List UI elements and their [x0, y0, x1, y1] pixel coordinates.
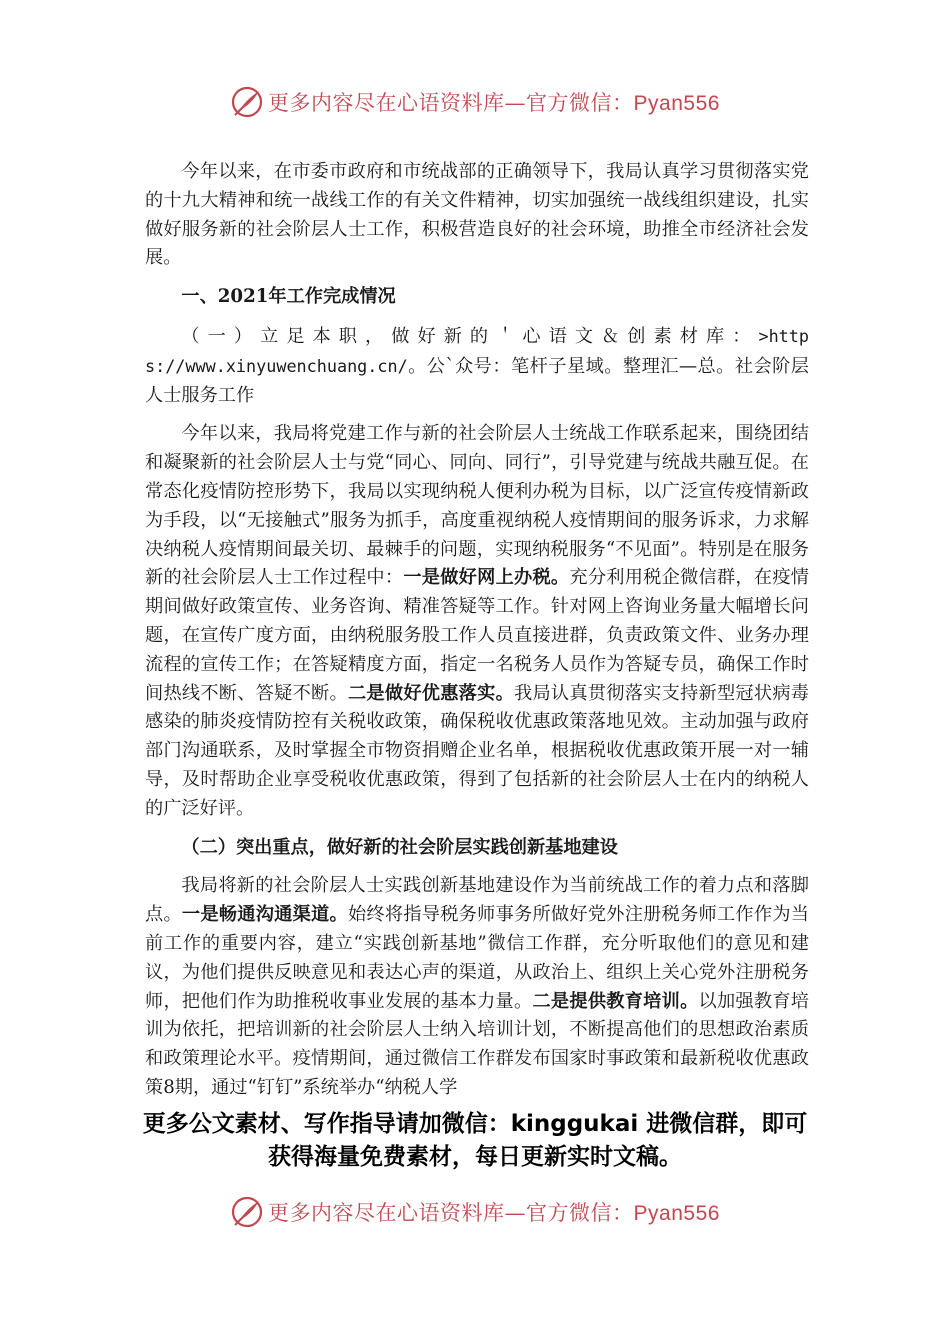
feather-quill-logo-icon: [230, 85, 264, 119]
header-wechat-id: Pyan556: [633, 92, 720, 115]
highlight-online-tax: 一是做好网上办税。: [403, 567, 570, 589]
subsection1-heading: [145, 322, 809, 410]
highlight-preferential: 二是做好优惠落实。: [347, 682, 515, 704]
promo-line-1: 更多公文素材、写作指导请加微信：kinggukai 进微信群，即可: [142, 1111, 808, 1137]
document-body: [145, 158, 809, 1113]
promo-line-2: 获得海量免费素材，每日更新实时文稿。: [268, 1144, 682, 1170]
header-banner: [0, 82, 950, 122]
wechat-promo: [0, 1108, 950, 1174]
subsection1-url: >https://www.xinyuwenchuang.cn/: [145, 325, 809, 376]
subsection2-title: （二）突出重点，做好新的社会阶层实践创新基地建设: [181, 836, 618, 858]
intro-paragraph: 今年以来，在市委市政府和市统战部的正确领导下，我局认真学习贯彻落实党的十九大精神和统一战线工作的有关文件精神，切实加强统一战线组织建设，扎实做好服务新的社会阶层人士工作，积极营造良好的社会环境，助推全市经济社会发展。: [145, 161, 809, 269]
paragraph-online-tax: 今年以来，我局将党建工作与新的社会阶层人士统战工作联系起来，围绕团结和凝聚新的社会阶层人士与党“同心、同向、同行”，引导党建与统战共融互促。在常态化疫情防控形势下，我局以实现纳税人便利办税为目标，以广泛宣传疫情新政为手段，以“无接触式”服务为抓手，高度重视纳税人疫情期间的服务诉求，力求解决纳税人疫情期间最关切、最棘手的问题，实现纳税服务“不见面”。特别是在服务新的社会阶层人士工作过程中：一是做好网上办税。充分利用税企微信群，在疫情期间做好政策宣传、业务咨询、精准答疑等工作。针对网上咨询业务量大幅增长问题，在宣传广度方面，由纳税服务股工作人员直接进群，负责政策文件、业务办理流程的宣传工作；在答疑精度方面，指定一名税务人员作为答疑专员，确保工作时间热线不断、答疑不断。二是做好优惠落实。我局认真贯彻落实支持新型冠状病毒感染的肺炎疫情防控有关税收政策，确保税收优惠政策落地见效。主动加强与政府部门沟通联系，及时掌握全市物资捐赠企业名单，根据税收优惠政策开展一对一辅导，及时帮助企业享受税收优惠政策，得到了包括新的社会阶层人士在内的纳税人的广泛好评。: [145, 423, 809, 819]
paragraph-innovation-base: 我局将新的社会阶层人士实践创新基地建设作为当前统战工作的着力点和落脚点。一是畅通沟通渠道。始终将指导税务师事务所做好党外注册税务师工作作为当前工作的重要内容，建立“实践创新基地”微信工作群，充分听取他们的意见和建议，为他们提供反映意见和表达心声的渠道，从政治上、组织上关心党外注册税务师，把他们作为助推税收事业发展的基本力量。二是提供教育培训。以加强教育培训为依托，把培训新的社会阶层人士纳入培训计划，不断提高他们的思想政治素质和政策理论水平。疫情期间，通过微信工作群发布国家时事政策和最新税收优惠政策8期，通过“钉钉”系统举办“纳税人学: [145, 875, 809, 1098]
subsection1-lead: （一）立足本职，做好新的＇心语文＆创素材库：: [181, 325, 759, 347]
highlight-training: 二是提供教育培训。: [532, 990, 699, 1012]
header-text: 更多内容尽在心语资料库—官方微信：Pyan556: [268, 91, 720, 115]
footer-text: 更多内容尽在心语资料库—官方微信：Pyan556: [268, 1201, 720, 1225]
footer-wechat-id: Pyan556: [633, 1202, 720, 1225]
section1-title: 一、2021年工作完成情况: [181, 286, 396, 308]
footer-banner: [0, 1192, 950, 1232]
highlight-communication: 一是畅通沟通渠道。: [181, 904, 348, 926]
subsection1-tail: 。公`众号：笔杆子星域。整理汇—总。社会阶层人士服务工作: [145, 355, 809, 406]
feather-quill-logo-icon: [230, 1195, 264, 1229]
